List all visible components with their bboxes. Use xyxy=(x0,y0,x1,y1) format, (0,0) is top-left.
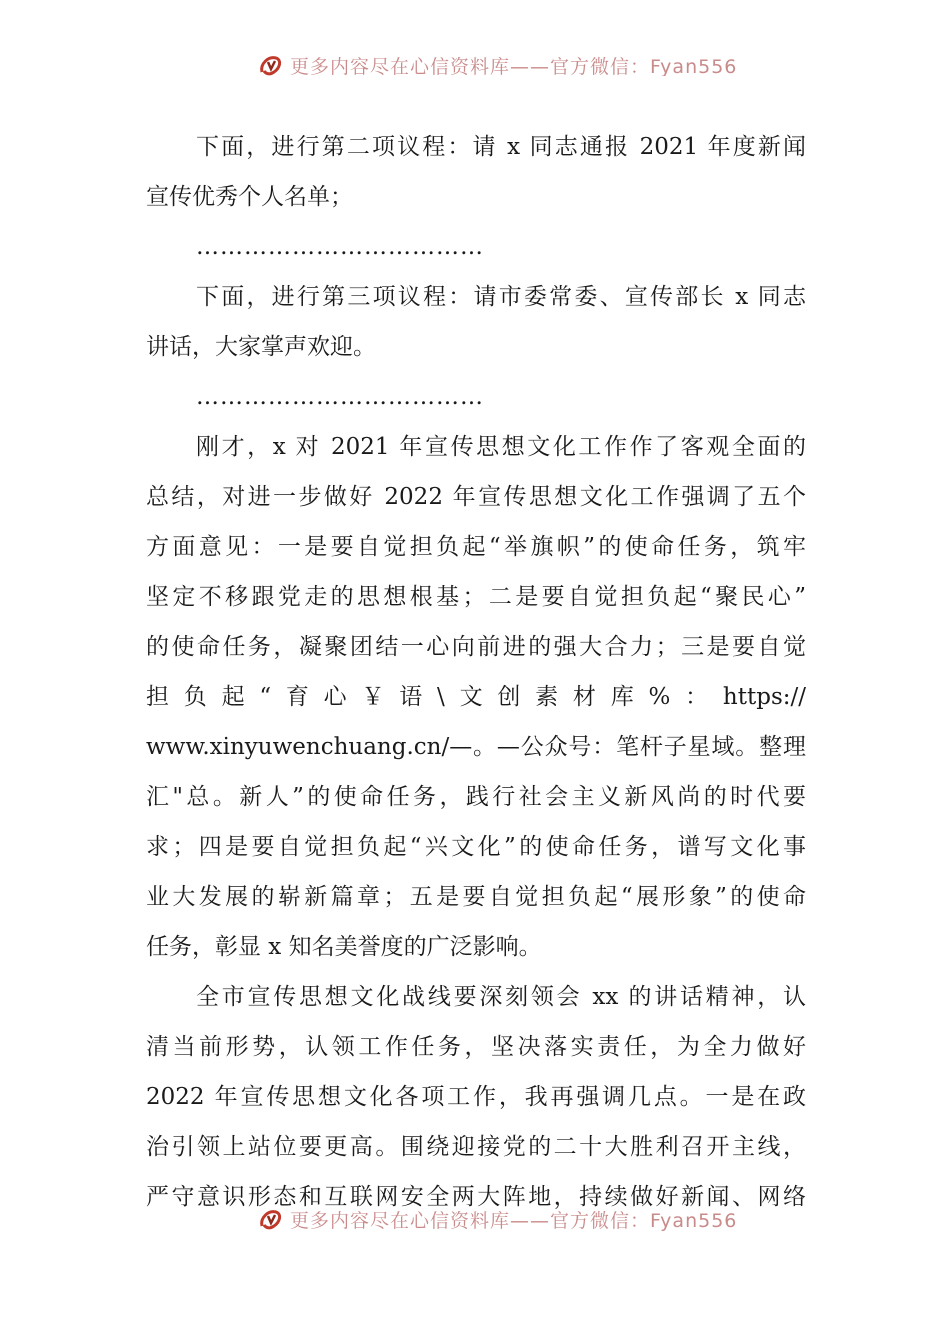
ellipsis-separator: ……………………………… xyxy=(196,384,484,410)
text-line: 清当前形势，认领工作任务，坚决落实责任，为全力做好 xyxy=(146,1034,806,1060)
watermark-text: 更多内容尽在心信资料库——官方微信：Fyan556 xyxy=(290,55,738,76)
document-body xyxy=(146,122,806,1222)
text-line: 汇"总。新人”的使命任务，践行社会主义新风尚的时代要 xyxy=(146,784,806,810)
text-line: 治引领上站位要更高。围绕迎接党的二十大胜利召开主线， xyxy=(146,1134,806,1160)
text-line: 求；四是要自觉担负起“兴文化”的使命任务，谱写文化事 xyxy=(146,834,806,860)
watermark-text: 更多内容尽在心信资料库——官方微信：Fyan556 xyxy=(290,1209,738,1232)
text-line: 任务，彰显 x 知名美誉度的广泛影响。 xyxy=(146,934,542,960)
logo-icon xyxy=(258,54,284,76)
text-line: 坚定不移跟党走的思想根基；二是要自觉担负起“聚民心” xyxy=(146,584,806,610)
text-line: 总结，对进一步做好 2022 年宣传思想文化工作强调了五个 xyxy=(146,484,806,510)
ellipsis-separator: ……………………………… xyxy=(196,234,484,260)
footer-watermark xyxy=(258,1206,738,1232)
header-watermark xyxy=(258,54,738,76)
text-line: 讲话，大家掌声欢迎。 xyxy=(146,334,376,360)
text-line: 方面意见：一是要自觉担负起“举旗帜”的使命任务，筑牢 xyxy=(146,534,806,560)
text-line: 业大发展的崭新篇章；五是要自觉担负起“展形象”的使命 xyxy=(146,884,806,910)
text-line: 下面，进行第二项议程：请 x 同志通报 2021 年度新闻 xyxy=(196,134,806,160)
text-line: 下面，进行第三项议程：请市委常委、宣传部长 x 同志 xyxy=(196,284,806,310)
text-line: 担负起“育心￥语\文创素材库%：https:// xyxy=(146,684,806,710)
text-line: 刚才，x 对 2021 年宣传思想文化工作作了客观全面的 xyxy=(196,434,806,460)
text-line: 宣传优秀个人名单； xyxy=(146,184,353,210)
text-line: 2022 年宣传思想文化各项工作，我再强调几点。一是在政 xyxy=(146,1084,806,1110)
logo-icon xyxy=(258,1206,284,1232)
text-line: 的使命任务，凝聚团结一心向前进的强大合力；三是要自觉 xyxy=(146,634,806,660)
text-line: 全市宣传思想文化战线要深刻领会 xx 的讲话精神，认 xyxy=(196,984,806,1010)
text-line: 严守意识形态和互联网安全两大阵地，持续做好新闻、网络 xyxy=(146,1184,806,1210)
text-line: www.xinyuwenchuang.cn/—。—公众号：笔杆子星域。整理 xyxy=(146,734,806,760)
